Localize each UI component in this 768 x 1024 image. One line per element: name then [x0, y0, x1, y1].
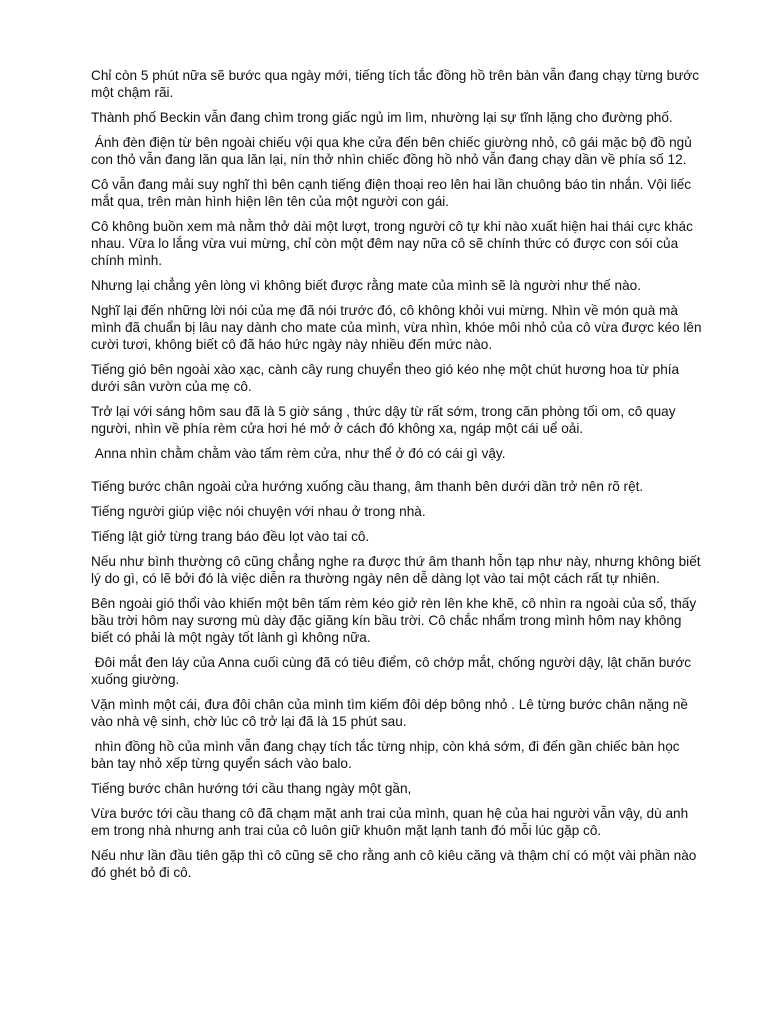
paragraph: Nghĩ lại đến những lời nói của mẹ đã nói trước đó, cô không khỏi vui mừng. Nhìn về món quà mà mình đã chuẩn bị lâu nay dành cho mate của mình, vừa nhìn, khóe môi nhỏ của cô vừa được kéo lên cười tươi, không biết cô đã háo hức ngày này nhiều đến mức nào.	[91, 303, 706, 352]
paragraph: Chỉ còn 5 phút nữa sẽ bước qua ngày mới, tiếng tích tắc đồng hồ trên bàn vẫn đang chạy từng bước một chậm rãi.	[91, 68, 703, 100]
paragraph: Bên ngoài gió thổi vào khiến một bên tấm rèm kéo giở rèn lên khe khẽ, cô nhìn ra ngoài của sổ, thấy bầu trời hôm nay sương mù dày đặc giăng kín bầu trời. Cô chắc nhẩm trong mình hôm nay không biết có phải là một ngày tốt lành gì không nữa.	[91, 596, 700, 645]
paragraph: Ánh đèn điện từ bên ngoài chiếu vội qua khe cửa đến bên chiếc giường nhỏ, cô gái mặc bộ đồ ngủ con thỏ vẫn đang lăn qua lăn lại, nín thở nhìn chiếc đồng hồ nhỏ vẫn đang chạy dần về phía số 12.	[91, 135, 696, 167]
paragraph: Thành phố Beckin vẫn đang chìm trong giấc ngủ im lìm, nhường lại sự tĩnh lặng cho đường phố.	[91, 110, 673, 125]
paragraph: Tiếng bước chân ngoài cửa hướng xuống cầu thang, âm thanh bên dưới dần trở nên rõ rệt.	[91, 479, 644, 494]
paragraph: Tiếng lật giở từng trang báo đều lọt vào tai cô.	[91, 529, 370, 544]
paragraph: Nhưng lại chẳng yên lòng vì không biết được rằng mate của mình sẽ là người như thế nào.	[91, 278, 641, 293]
paragraph: Tiếng người giúp việc nói chuyện với nhau ở trong nhà.	[91, 504, 426, 519]
paragraph: Nếu như bình thường cô cũng chẳng nghe ra được thứ âm thanh hỗn tạp như này, nhưng không biết lý do gì, có lẽ bởi đó là việc diễn ra thường ngày nên dễ dàng lọt vào tai một cách rất tự nhiên.	[91, 554, 705, 586]
paragraph: Nếu như lần đầu tiên gặp thì cô cũng sẽ cho rằng anh cô kiêu căng và thậm chí có một vài phần nào đó ghét bỏ đi cô.	[91, 848, 701, 880]
paragraph: Đôi mắt đen láy của Anna cuối cùng đã có tiêu điểm, cô chớp mắt, chống người dậy, lật chăn bước xuống giường.	[91, 655, 695, 687]
document-body	[91, 67, 706, 889]
paragraph: Vừa bước tới cầu thang cô đã chạm mặt anh trai của mình, quan hệ của hai người vẫn vậy, dù anh em trong nhà nhưng anh trai của cô luôn giữ khuôn mặt lạnh tanh đó mỗi lúc gặp cô.	[91, 806, 692, 838]
paragraph: nhìn đồng hồ của mình vẫn đang chạy tích tắc từng nhịp, còn khá sớm, đi đến gần chiếc bàn học bàn tay nhỏ xếp từng quyển sách vào balo.	[91, 739, 684, 771]
paragraph: Vặn mình một cái, đưa đôi chân của mình tìm kiếm đôi dép bông nhỏ . Lê từng bước chân nặng nề vào nhà vệ sinh, chờ lúc cô trở lại đã là 15 phút sau.	[91, 697, 692, 729]
paragraph: Anna nhìn chằm chằm vào tấm rèm cửa, như thể ở đó có cái gì vậy.	[91, 446, 506, 461]
paragraph: Trở lại với sáng hôm sau đã là 5 giờ sáng , thức dậy từ rất sớm, trong căn phòng tối om, cô quay người, nhìn về phía rèm cửa hơi hé mở ở cách đó không xa, ngáp một cái uể oải.	[91, 404, 680, 436]
paragraph: Cô không buồn xem mà nằm thở dài một lượt, trong người cô tự khi nào xuất hiện hai thái cực khác nhau. Vừa lo lắng vừa vui mừng, chỉ còn một đêm nay nữa cô sẽ chính thức có được con sói của chính mình.	[91, 219, 697, 268]
paragraph: Cô vẫn đang mải suy nghĩ thì bên cạnh tiếng điện thoại reo lên hai lần chuông báo tin nhắn. Vội liếc mắt qua, trên màn hình hiện lên tên của một người con gái.	[91, 177, 695, 209]
paragraph: Tiếng gió bên ngoài xào xạc, cành cây rung chuyển theo gió kéo nhẹ một chút hương hoa từ phía dưới sân vườn của mẹ cô.	[91, 362, 683, 394]
paragraph: Tiếng bước chân hướng tới cầu thang ngày một gần,	[91, 781, 412, 796]
